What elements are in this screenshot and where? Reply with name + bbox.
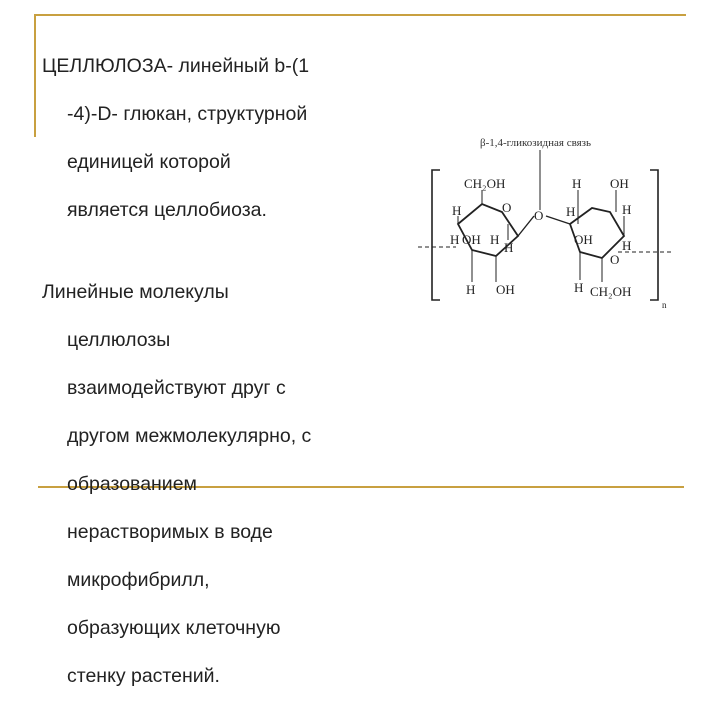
microfibril-line-4: другом межмолекулярно, с: [67, 425, 312, 447]
label-oh-3: OH: [610, 176, 629, 191]
slide-text: [42, 30, 382, 722]
microfibril-line-3: взаимодействуют друг с: [67, 377, 286, 399]
label-h-6: H: [572, 176, 582, 191]
microfibril-line-7: микрофибрилл,: [67, 569, 210, 591]
label-h-5: H: [466, 282, 476, 297]
label-subscript-n: n: [662, 300, 667, 310]
cellobiose-structure-diagram: [410, 132, 700, 312]
label-h-4: H: [504, 240, 514, 255]
accent-top-rule: [34, 14, 686, 16]
microfibril-line-6: нерастворимых в воде: [67, 521, 273, 543]
label-oh-1: OH: [462, 232, 481, 247]
label-o-ring-left: O: [502, 200, 512, 215]
microfibril-line-8: образующих клеточную: [67, 617, 281, 639]
label-h-1: H: [452, 203, 462, 218]
bridge-bond-left: [518, 216, 534, 236]
label-ch2oh-right: CH₂OH: [590, 284, 632, 299]
accent-vertical-rule: [34, 14, 36, 137]
definition-line-3: единицей которой: [67, 151, 231, 173]
microfibril-line-2: целлюлозы: [67, 329, 171, 351]
label-ch2oh-left: CH₂OH: [464, 176, 506, 191]
definition-line-1: ЦЕЛЛЮЛОЗА- линейный b-(1: [42, 55, 310, 77]
microfibril-paragraph: [42, 256, 382, 712]
label-h-10: H: [574, 280, 584, 295]
right-polymer-bracket: [650, 170, 658, 300]
label-h-7: H: [566, 204, 576, 219]
glycosidic-bond-caption: β-1,4-гликозидная связь: [480, 137, 592, 149]
label-h-2: H: [450, 232, 460, 247]
left-polymer-bracket: [432, 170, 440, 300]
definition-paragraph: [42, 30, 382, 246]
label-h-3: H: [490, 232, 500, 247]
microfibril-line-5: образованием: [67, 473, 197, 495]
definition-line-2: -4)-D- глюкан, структурной: [67, 103, 308, 125]
microfibril-line-1: Линейные молекулы: [42, 281, 229, 303]
cellobiose-structure-figure: [410, 132, 700, 312]
label-h-8: H: [622, 202, 632, 217]
label-oh-4: OH: [574, 232, 593, 247]
label-o-ring-right: O: [610, 252, 620, 267]
microfibril-line-9: стенку растений.: [67, 665, 220, 687]
definition-line-4: является целлобиоза.: [67, 199, 267, 221]
label-o-bridge: O: [534, 208, 544, 223]
label-oh-2: OH: [496, 282, 515, 297]
label-h-9: H: [622, 238, 632, 253]
